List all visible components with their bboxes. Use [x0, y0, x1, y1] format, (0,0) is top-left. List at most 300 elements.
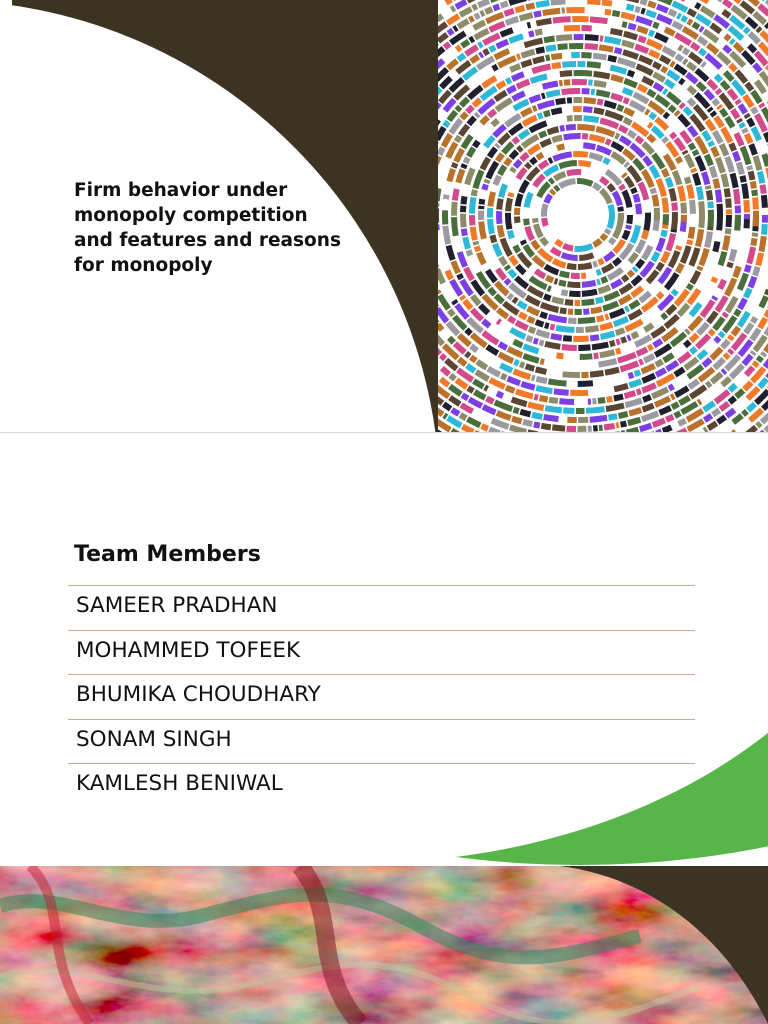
- art-dash: [518, 194, 521, 206]
- art-dash: [444, 135, 451, 147]
- art-dash: [656, 361, 663, 365]
- art-dash: [707, 155, 711, 165]
- art-dash: [704, 403, 714, 410]
- art-dash: [605, 293, 619, 299]
- art-dash: [623, 0, 640, 1]
- art-dash: [538, 103, 554, 108]
- art-dash: [657, 16, 671, 22]
- art-dash: [614, 397, 623, 399]
- art-dash: [459, 359, 466, 365]
- art-dash: [473, 227, 475, 240]
- art-dash: [534, 13, 541, 15]
- art-dash: [660, 57, 669, 62]
- art-dash: [560, 310, 567, 311]
- art-dash: [438, 61, 443, 68]
- art-dash: [600, 352, 615, 355]
- art-dash: [560, 73, 572, 74]
- art-dash: [735, 44, 742, 51]
- art-dash: [729, 336, 732, 340]
- art-dash: [744, 129, 746, 133]
- art-dash: [506, 19, 518, 23]
- art-dash: [593, 56, 606, 58]
- art-dash: [624, 110, 633, 115]
- art-dash: [441, 379, 449, 385]
- art-dash: [518, 303, 526, 308]
- art-dash: [635, 194, 637, 202]
- art-dash: [725, 354, 729, 358]
- art-dash: [656, 97, 669, 106]
- art-dash: [756, 81, 764, 92]
- art-dash: [649, 136, 655, 141]
- art-dash: [577, 127, 595, 129]
- art-dash: [438, 188, 439, 201]
- art-dash: [468, 0, 476, 1]
- art-dash: [606, 406, 624, 410]
- art-dash: [747, 134, 751, 143]
- art-dash: [715, 179, 717, 188]
- art-dash: [484, 184, 486, 189]
- art-dash: [649, 52, 659, 57]
- art-dash: [527, 227, 532, 240]
- art-dash: [551, 336, 562, 338]
- art-dash: [648, 271, 657, 282]
- art-dash: [755, 156, 759, 170]
- art-dash: [737, 215, 738, 231]
- art-dash: [505, 11, 514, 14]
- art-dash: [747, 83, 752, 90]
- art-dash: [573, 154, 588, 155]
- art-dash: [549, 160, 552, 162]
- art-dash: [736, 133, 742, 145]
- art-dash: [582, 283, 596, 285]
- art-dash: [438, 406, 443, 414]
- art-dash: [492, 421, 509, 427]
- art-dash: [578, 163, 590, 165]
- art-dash: [548, 381, 566, 383]
- art-dash: [490, 47, 496, 50]
- art-dash: [717, 297, 726, 311]
- art-dash: [629, 311, 641, 318]
- art-dash: [483, 321, 490, 327]
- art-dash: [597, 148, 611, 154]
- art-dash: [476, 372, 488, 379]
- art-dash: [497, 413, 511, 418]
- art-dash: [691, 348, 696, 352]
- art-dash: [452, 410, 459, 414]
- art-dash: [735, 267, 739, 278]
- art-dash: [577, 181, 592, 184]
- art-dash: [647, 41, 662, 48]
- art-dash: [480, 54, 483, 56]
- art-dash: [638, 204, 639, 215]
- art-dash: [614, 192, 620, 205]
- art-dash: [745, 96, 752, 107]
- art-dash: [509, 36, 523, 41]
- art-dash: [727, 410, 735, 416]
- art-dash: [581, 55, 591, 56]
- art-dash: [475, 141, 479, 146]
- art-dash: [728, 199, 729, 208]
- art-dash: [515, 246, 519, 252]
- art-dash: [463, 136, 471, 148]
- art-dash: [458, 170, 462, 183]
- art-dash: [536, 322, 544, 325]
- art-dash: [529, 33, 534, 34]
- art-dash: [575, 246, 593, 249]
- art-dash: [464, 229, 465, 236]
- art-dash: [689, 100, 694, 105]
- art-dash: [746, 324, 752, 333]
- art-dash: [652, 328, 665, 337]
- art-dash: [642, 366, 655, 372]
- art-dash: [643, 397, 651, 400]
- art-dash: [704, 429, 707, 431]
- art-dash: [451, 120, 461, 133]
- art-dash: [725, 236, 728, 251]
- art-dash: [553, 261, 565, 266]
- art-dash: [683, 203, 684, 214]
- art-dash: [700, 28, 703, 30]
- art-dash: [663, 230, 664, 237]
- art-dash: [697, 156, 703, 170]
- art-dash: [761, 296, 766, 307]
- art-dash: [481, 13, 484, 15]
- art-dash: [587, 64, 601, 65]
- art-dash: [466, 330, 470, 334]
- art-dash: [438, 394, 442, 403]
- art-dash: [592, 345, 608, 348]
- art-dash: [740, 105, 745, 113]
- art-dash: [635, 337, 650, 345]
- art-dash: [663, 48, 675, 55]
- art-dash: [543, 11, 561, 13]
- art-dash: [624, 100, 629, 102]
- art-dash: [448, 16, 459, 23]
- art-dash: [459, 335, 470, 345]
- art-dash: [501, 184, 505, 197]
- art-dash: [508, 379, 520, 384]
- art-dash: [761, 73, 768, 85]
- art-dash: [725, 36, 729, 40]
- art-dash: [438, 269, 443, 283]
- art-dash: [545, 344, 560, 347]
- art-dash: [601, 279, 607, 281]
- art-dash: [469, 399, 482, 406]
- art-dash: [457, 63, 470, 73]
- art-dash: [472, 215, 473, 225]
- art-dash: [462, 296, 464, 299]
- art-dash: [448, 30, 453, 33]
- art-dash: [755, 267, 758, 276]
- art-dash: [607, 229, 609, 233]
- art-dash: [495, 402, 512, 409]
- art-dash: [668, 178, 671, 187]
- art-dash: [536, 369, 547, 372]
- art-dash: [707, 383, 711, 386]
- art-dash: [500, 225, 502, 237]
- art-dash: [556, 241, 562, 245]
- art-dash: [719, 106, 721, 108]
- art-dash: [760, 44, 768, 55]
- art-dash: [540, 314, 547, 316]
- art-dash: [498, 321, 501, 323]
- art-dash: [546, 92, 560, 95]
- art-dash: [730, 398, 736, 403]
- art-dash: [763, 185, 764, 194]
- art-dash: [707, 121, 714, 131]
- art-dash: [762, 353, 764, 356]
- art-dash: [475, 392, 486, 398]
- art-dash: [709, 81, 717, 89]
- art-dash: [539, 342, 543, 343]
- art-dash: [442, 368, 449, 374]
- art-dash: [634, 268, 636, 271]
- art-dash: [749, 119, 753, 126]
- art-dash: [455, 344, 465, 353]
- art-dash: [465, 237, 468, 249]
- art-dash: [445, 226, 448, 244]
- art-dash: [564, 82, 570, 83]
- art-dash: [469, 148, 474, 156]
- art-dash: [501, 3, 508, 6]
- art-dash: [713, 147, 717, 156]
- art-dash: [701, 8, 714, 16]
- art-dash: [457, 47, 461, 50]
- art-dash: [746, 289, 750, 298]
- art-dash: [495, 93, 506, 100]
- art-dash: [697, 0, 709, 2]
- art-dash: [497, 83, 505, 88]
- art-dash: [591, 309, 602, 311]
- art-dash: [679, 305, 688, 315]
- art-dash: [630, 103, 644, 111]
- art-dash: [717, 90, 720, 93]
- art-dash: [716, 338, 720, 342]
- art-dash: [559, 282, 566, 284]
- art-dash: [635, 9, 640, 10]
- art-dash: [560, 273, 570, 275]
- art-dash: [597, 102, 603, 103]
- art-dash: [712, 349, 722, 359]
- art-dash: [444, 404, 451, 409]
- art-dash: [668, 143, 677, 156]
- art-dash: [475, 31, 489, 38]
- art-dash: [554, 391, 569, 392]
- art-dash: [508, 88, 516, 92]
- art-dash: [646, 111, 649, 113]
- art-dash: [727, 157, 732, 172]
- art-dash: [565, 302, 573, 303]
- marble-texture-image: [0, 866, 768, 1024]
- art-dash: [509, 0, 526, 3]
- art-dash: [522, 52, 535, 56]
- art-dash: [652, 188, 654, 193]
- art-dash: [673, 23, 682, 28]
- art-dash: [679, 47, 682, 49]
- art-dash: [688, 421, 703, 430]
- art-dash: [724, 47, 730, 52]
- art-dash: [529, 288, 543, 296]
- art-dash: [751, 144, 755, 154]
- art-dash: [598, 400, 605, 401]
- team-member: SAMEER PRADHAN: [68, 586, 695, 631]
- art-dash: [529, 329, 535, 331]
- art-dash: [599, 287, 611, 291]
- art-dash: [465, 158, 468, 163]
- art-dash: [695, 174, 699, 186]
- art-dash: [629, 272, 633, 276]
- art-dash: [460, 9, 471, 15]
- art-dash: [495, 244, 500, 256]
- art-dash: [718, 417, 726, 422]
- art-dash: [761, 104, 763, 107]
- art-dash: [668, 94, 680, 104]
- art-dash: [633, 188, 635, 193]
- art-dash: [456, 2, 466, 8]
- art-dash: [687, 177, 689, 183]
- art-dash: [657, 7, 668, 11]
- art-dash: [470, 18, 474, 20]
- art-dash: [497, 100, 512, 110]
- art-dash: [737, 100, 739, 103]
- art-dash: [447, 271, 451, 279]
- art-dash: [619, 414, 628, 416]
- art-dash: [701, 249, 707, 266]
- art-dash: [536, 388, 552, 391]
- art-dash: [611, 281, 621, 287]
- art-dash: [693, 169, 694, 173]
- art-dash: [649, 32, 654, 34]
- white-edge: [0, 0, 12, 432]
- art-dash: [549, 317, 567, 321]
- art-dash: [750, 33, 759, 42]
- art-dash: [555, 187, 558, 190]
- art-dash: [637, 349, 647, 354]
- art-dash: [449, 338, 454, 343]
- art-dash: [516, 278, 527, 287]
- art-dash: [739, 119, 741, 122]
- art-dash: [455, 87, 468, 99]
- art-dash: [620, 207, 621, 212]
- art-dash: [605, 370, 619, 373]
- art-dash: [704, 31, 717, 41]
- art-dash: [539, 133, 546, 136]
- art-dash: [438, 49, 444, 59]
- art-dash: [462, 395, 468, 399]
- art-dash: [746, 200, 747, 212]
- art-dash: [438, 128, 444, 140]
- art-dash: [749, 247, 753, 264]
- art-dash: [612, 154, 624, 163]
- art-dash: [578, 347, 590, 348]
- art-dash: [590, 337, 599, 338]
- art-dash: [715, 17, 728, 27]
- art-dash: [644, 356, 654, 361]
- art-dash: [675, 369, 684, 375]
- art-dash: [724, 313, 726, 317]
- art-dash: [488, 369, 500, 375]
- art-dash: [530, 123, 547, 131]
- art-dash: [624, 120, 631, 124]
- art-dash: [691, 248, 697, 266]
- art-dash: [530, 278, 546, 287]
- art-dash: [582, 136, 588, 137]
- art-dash: [464, 69, 477, 79]
- art-dash: [688, 11, 695, 15]
- art-dash: [730, 65, 735, 71]
- art-dash: [715, 132, 721, 143]
- art-dash: [612, 13, 619, 14]
- art-dash: [469, 87, 482, 98]
- art-dash: [486, 15, 503, 22]
- art-dash: [438, 324, 442, 330]
- art-dash: [687, 155, 693, 167]
- art-dash: [640, 293, 650, 301]
- art-dash: [764, 108, 768, 124]
- art-dash: [671, 63, 674, 65]
- art-dash: [753, 91, 760, 102]
- art-dash: [736, 391, 743, 397]
- art-dash: [460, 252, 466, 267]
- art-dash: [498, 154, 503, 161]
- art-dash: [619, 127, 627, 131]
- art-dash: [688, 21, 692, 23]
- art-dash: [594, 110, 604, 112]
- art-dash: [754, 362, 757, 366]
- art-dash: [506, 266, 508, 269]
- art-dash: [736, 310, 739, 316]
- art-dash: [510, 66, 520, 70]
- art-dash: [556, 101, 566, 103]
- art-dash: [753, 128, 759, 141]
- art-dash: [705, 416, 712, 421]
- art-dash: [468, 388, 473, 391]
- art-dash: [689, 127, 696, 136]
- art-dash: [504, 303, 518, 313]
- art-dash: [490, 380, 505, 387]
- art-dash: [720, 252, 724, 266]
- art-dash: [526, 5, 535, 7]
- art-dash: [651, 166, 658, 178]
- art-dash: [620, 363, 638, 369]
- art-dash: [727, 189, 728, 198]
- art-dash: [629, 381, 641, 385]
- art-dash: [438, 24, 446, 33]
- art-dash: [609, 185, 614, 191]
- art-dash: [604, 426, 615, 428]
- art-dash: [688, 285, 691, 290]
- art-dash: [710, 330, 714, 334]
- art-dash: [643, 171, 652, 187]
- art-dash: [466, 268, 472, 280]
- art-dash: [699, 351, 707, 358]
- art-dash: [586, 409, 605, 411]
- art-dash: [466, 47, 478, 55]
- art-dash: [752, 329, 759, 340]
- art-dash: [508, 349, 522, 356]
- art-dash: [615, 240, 624, 252]
- art-dash: [550, 180, 553, 183]
- art-dash: [499, 199, 501, 210]
- team-member: BHUMIKA CHOUDHARY: [68, 675, 695, 720]
- art-dash: [462, 113, 467, 118]
- art-dash: [723, 128, 731, 142]
- art-dash: [731, 144, 734, 151]
- art-dash: [446, 0, 451, 3]
- art-dash: [582, 302, 595, 303]
- art-dash: [733, 174, 736, 188]
- art-dash: [584, 118, 599, 120]
